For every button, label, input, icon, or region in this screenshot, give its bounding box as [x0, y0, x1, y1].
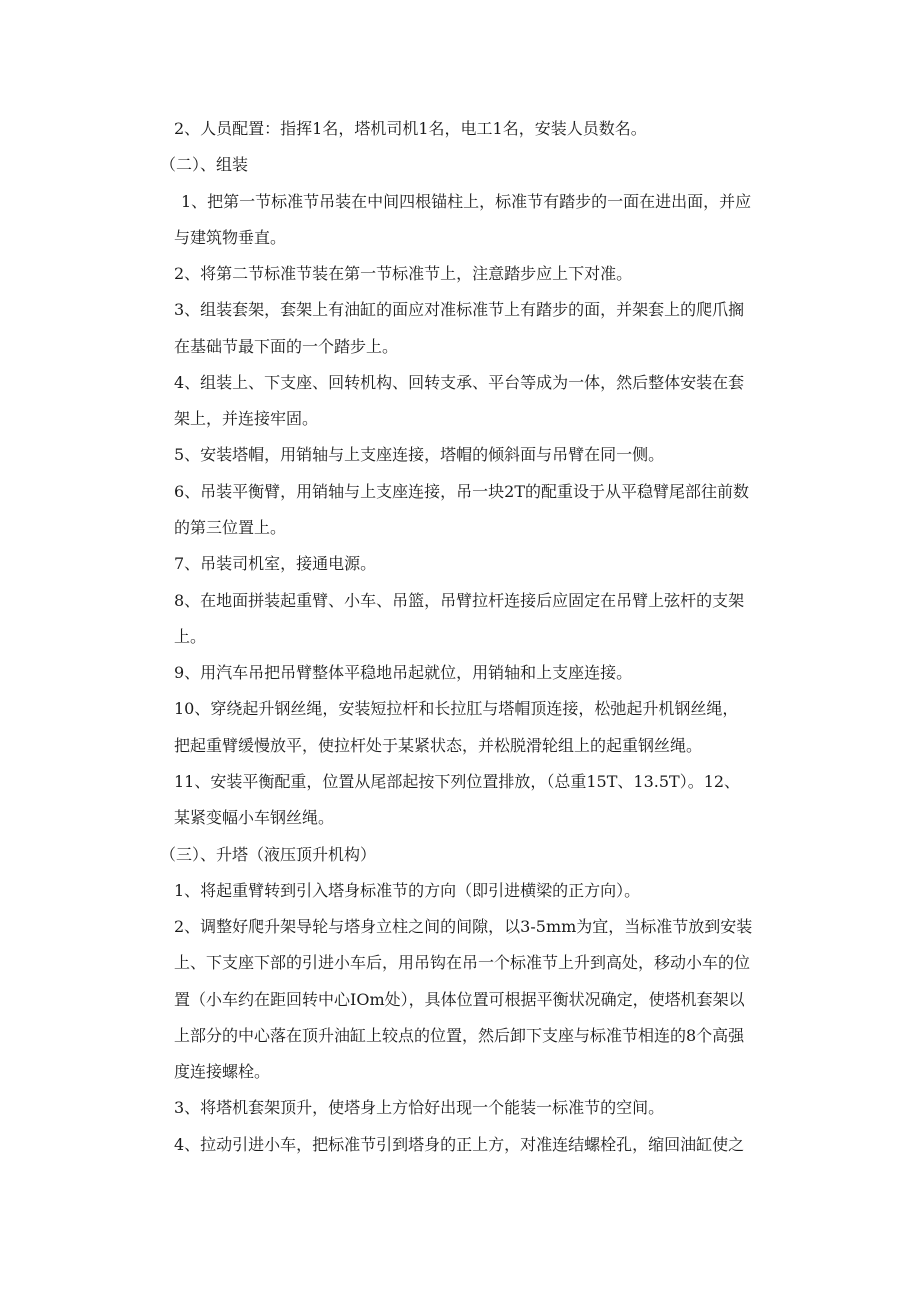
text-line: 2、将第二节标准节装在第一节标准节上，注意踏步应上下对准。: [174, 264, 633, 283]
text-line: 2、人员配置：指挥1名，塔机司机1名，电工1名，安装人员数名。: [174, 119, 647, 138]
text-line: 度连接螺栓。: [174, 1062, 271, 1081]
text-line: 上部分的中心落在顶升油缸上较点的位置，然后卸下支座与标准节相连的8个高强: [174, 1026, 745, 1045]
section-heading: （二）、组装: [160, 155, 249, 174]
text-line: 1、把第一节标准节吊装在中间四根锚柱上，标准节有踏步的一面在进出面，并应: [181, 192, 752, 211]
text-line: 的第三位置上。: [174, 518, 287, 537]
text-line: 5、安装塔帽，用销轴与上支座连接，塔帽的倾斜面与吊臂在同一侧。: [174, 445, 665, 464]
text-line: 某紧变幅小车钢丝绳。: [174, 808, 335, 827]
text-line: 4、组装上、下支座、回转机构、回转支承、平台等成为一体，然后整体安装在套: [174, 373, 745, 392]
text-line: 4、拉动引进小车，把标准节引到塔身的正上方，对准连结螺栓孔，缩回油缸使之: [174, 1135, 745, 1154]
text-line: 10、穿绕起升钢丝绳，安装短拉杆和长拉肛与塔帽顶连接，松弛起升机钢丝绳，: [174, 699, 739, 718]
text-line: 架上，并连接牢固。: [174, 409, 319, 428]
text-line: 7、吊装司机室，接通电源。: [174, 554, 377, 573]
text-line: 上、下支座下部的引进小车后，用吊钩在吊一个标准节上升到高处，移动小车的位: [174, 953, 751, 972]
text-line: 在基础节最下面的一个踏步上。: [174, 337, 399, 356]
text-line: 6、吊装平衡臂，用销轴与上支座连接，吊一块2T的配重设于从平稳臂尾部往前数: [174, 482, 750, 501]
text-line: 1、将起重臂转到引入塔身标准节的方向（即引进横梁的正方向）。: [174, 881, 641, 900]
text-line: 9、用汽车吊把吊臂整体平稳地吊起就位，用销轴和上支座连接。: [174, 663, 633, 682]
text-line: 3、将塔机套架顶升，使塔身上方恰好出现一个能装一标准节的空间。: [174, 1098, 665, 1117]
text-line: 3、组装套架，套架上有油缸的面应对准标准节上有踏步的面，并架套上的爬爪搁: [174, 300, 745, 319]
text-line: 8、在地面拼装起重臂、小车、吊篮，吊臂拉杆连接后应固定在吊臂上弦杆的支架: [174, 591, 745, 610]
text-line: 置（小车约在距回转中心IOm处），具体位置可根据平衡状况确定，使塔机套架以: [174, 990, 745, 1009]
text-line: 把起重臂缓慢放平，使拉杆处于某紧状态，并松脱滑轮组上的起重钢丝绳。: [174, 736, 703, 755]
text-line: 与建筑物垂直。: [174, 228, 287, 247]
text-line: 11、安装平衡配重，位置从尾部起按下列位置排放，（总重15T、13.5T）。12、: [174, 772, 741, 791]
text-line: 上。: [174, 627, 207, 646]
text-line: 2、调整好爬升架导轮与塔身立柱之间的间隙，以3-5mm为宜，当标准节放到安装: [174, 917, 753, 936]
section-heading: （三）、升塔（液压顶升机构）: [160, 845, 377, 864]
